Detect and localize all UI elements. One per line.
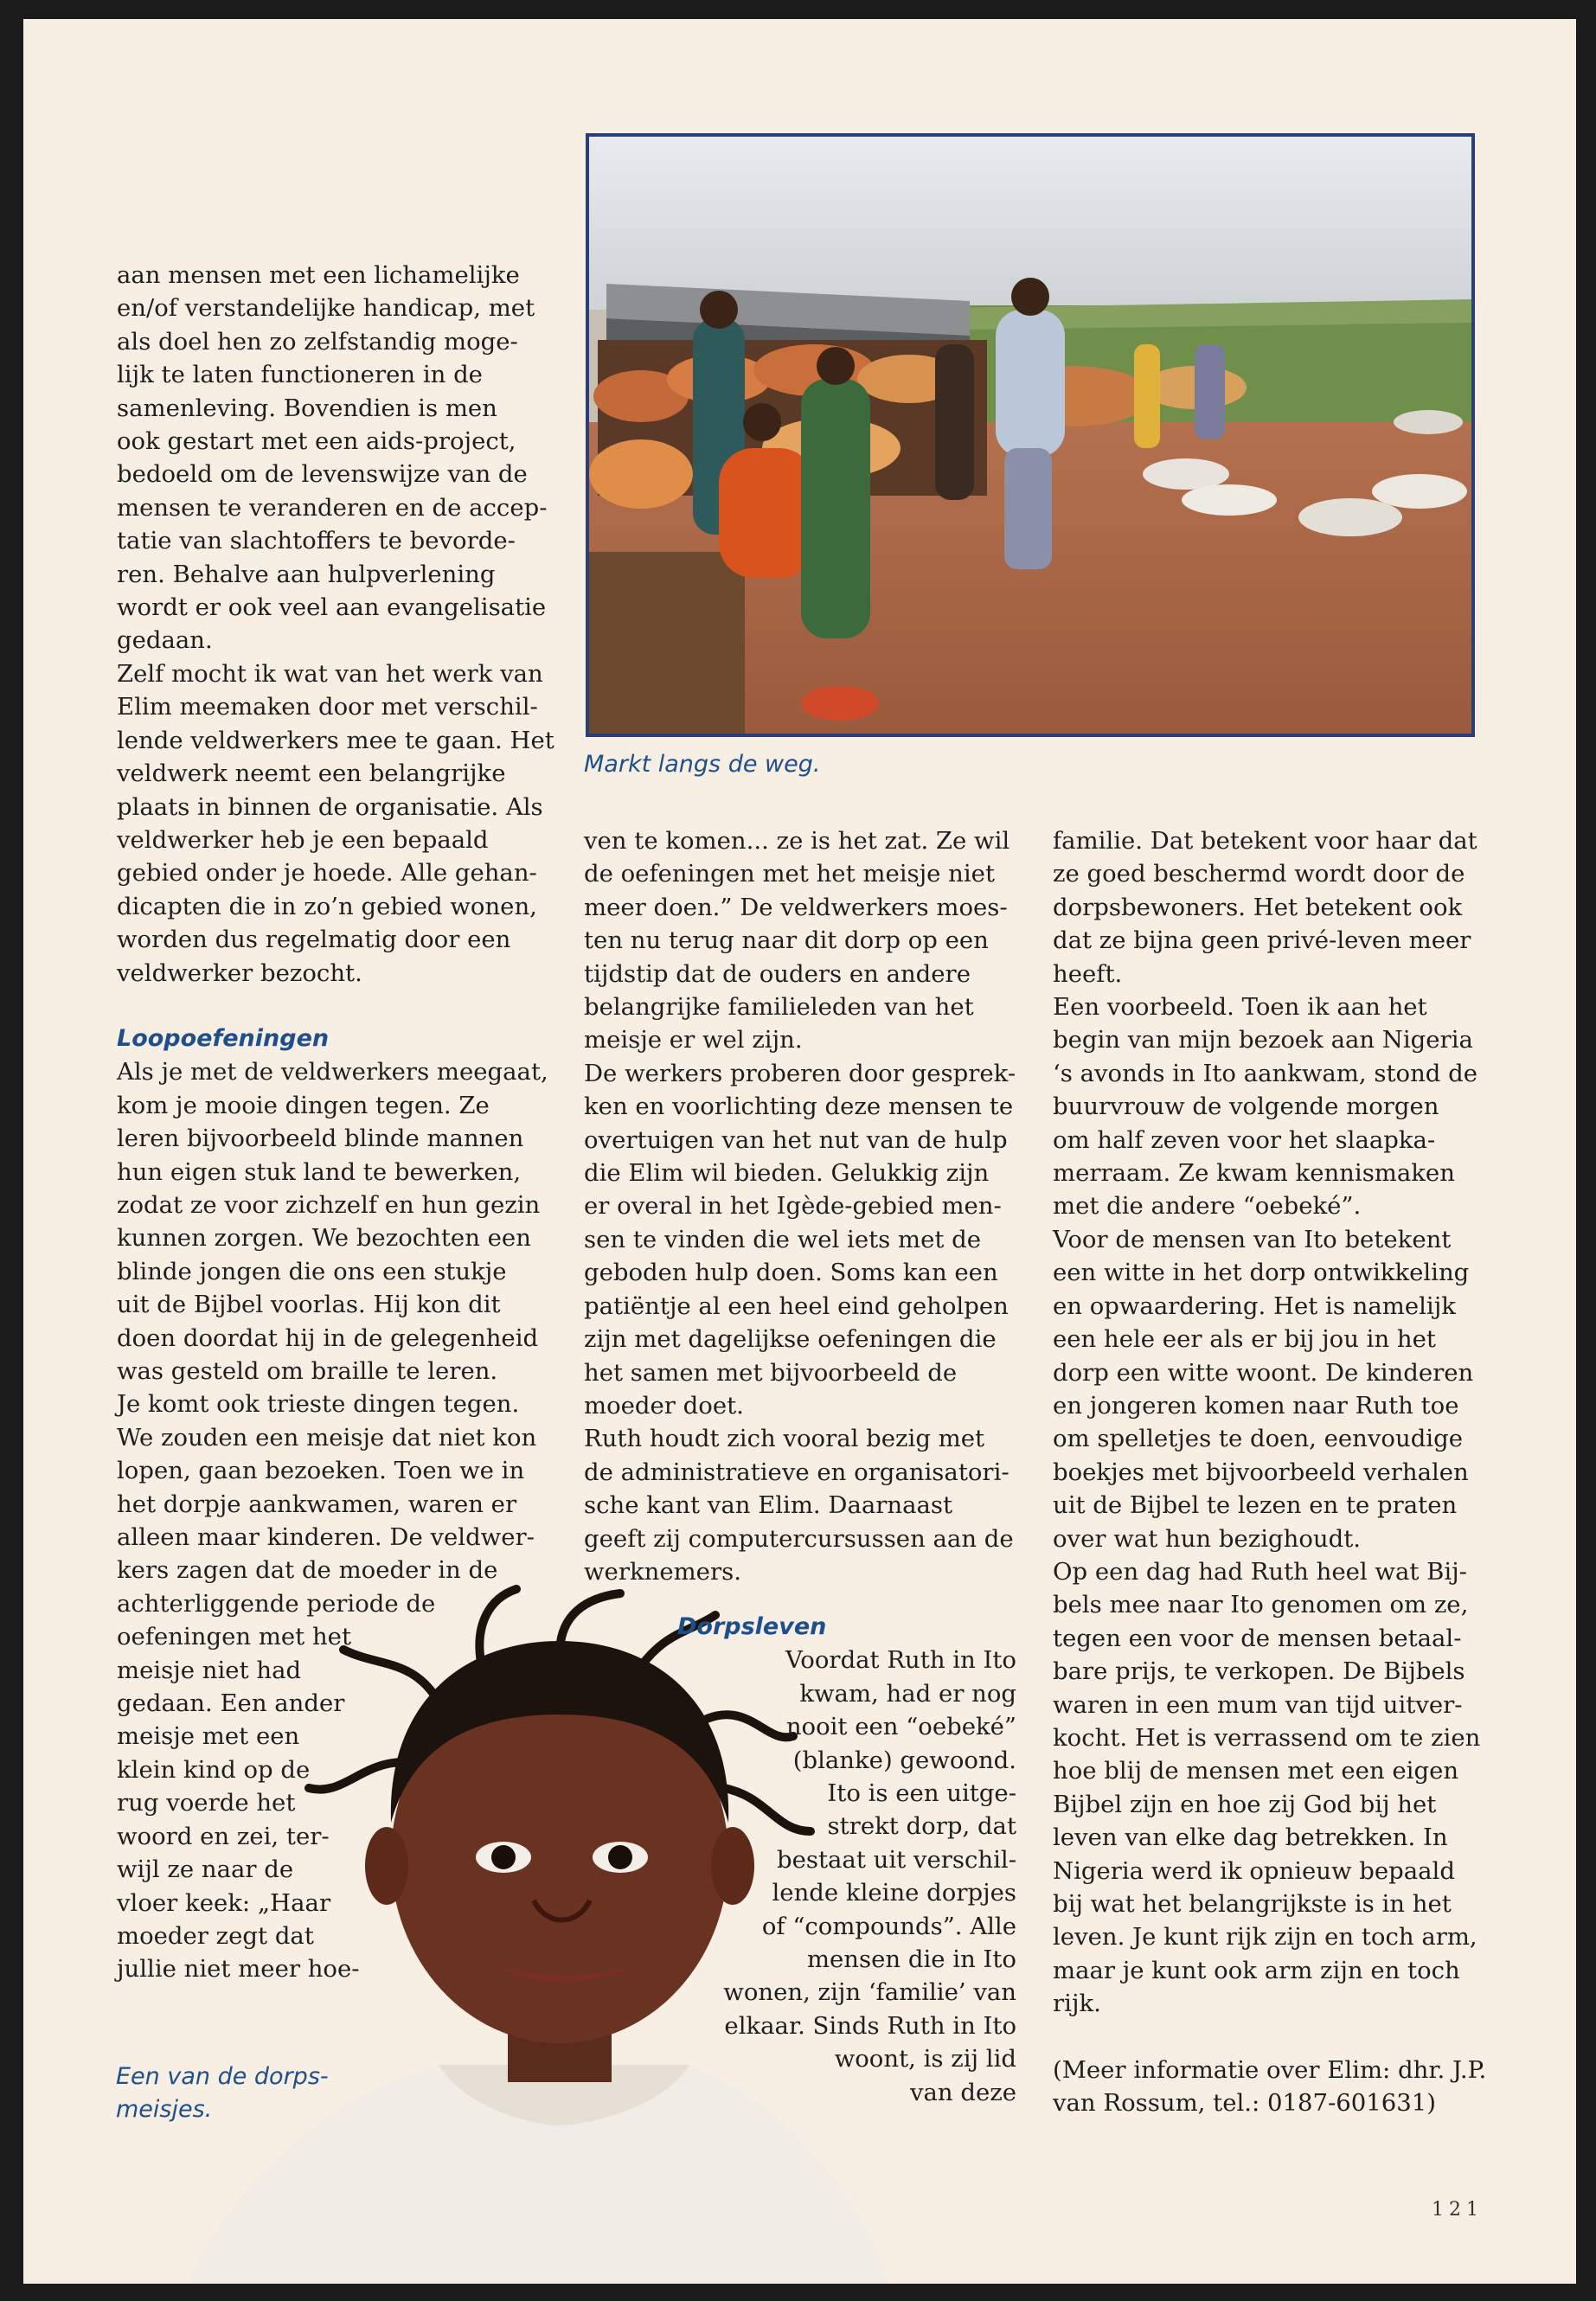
text-line: sche kant van Elim. Daarnaast (584, 1491, 953, 1520)
text-line: overtuigen van het nut van de hulp (584, 1125, 1008, 1154)
text-line: zodat ze voor zichzelf en hun gezin (117, 1190, 541, 1219)
text-line: het dorpje aankwamen, waren er (117, 1490, 517, 1518)
text-line: blinde jongen die ons een stukje (117, 1257, 507, 1285)
text-line: mensen die in Ito (806, 1945, 1016, 1974)
text-line: dicapten die in zo’n gebied wonen, (117, 892, 537, 920)
text-line: oefeningen met het (117, 1623, 352, 1651)
text-line: merraam. Ze kwam kennismaken (1053, 1159, 1455, 1188)
text-line: samenleving. Bovendien is men (117, 394, 497, 422)
text-line: wijl ze naar de (117, 1856, 294, 1884)
text-line: ren. Behalve aan hulpverlening (117, 560, 496, 588)
text-line: en/of verstandelijke handicap, met (117, 294, 535, 323)
text-line: worden dus regelmatig door een (117, 926, 511, 954)
text-line: en jongeren komen naar Ruth toe (1053, 1391, 1459, 1420)
text-line: als doel hen zo zelfstandig moge- (117, 327, 518, 356)
text-line: gedaan. (117, 626, 213, 655)
text-line: heeft. (1053, 959, 1123, 988)
text-line: nooit een “oebeké” (785, 1713, 1016, 1741)
text-line: aan mensen met een lichamelijke (117, 261, 520, 289)
text-line: ook gestart met een aids-project, (117, 427, 516, 456)
text-line: van deze (909, 2078, 1016, 2106)
text-line: elkaar. Sinds Ruth in Ito (724, 2011, 1016, 2040)
text-line: geeft zij computercursussen aan de (584, 1524, 1014, 1553)
text-line: de oefeningen met het meisje niet (584, 860, 996, 888)
col2-paragraph-3 (584, 1422, 1068, 1588)
text-line: lende veldwerkers mee te gaan. Het (117, 726, 554, 754)
text-line: jullie niet meer hoe- (117, 1955, 360, 1984)
contact-info (1053, 2054, 1546, 2120)
text-line: rijk. (1053, 1990, 1101, 2018)
text-line: Ito is een uitge- (827, 1779, 1016, 1808)
text-line: tatie van slachtoffers te bevorde- (117, 527, 516, 555)
text-line: meisje met een (117, 1722, 300, 1751)
text-line: kocht. Het is verrassend om te zien (1053, 1723, 1481, 1752)
text-line: lende kleine dorpjes (772, 1879, 1016, 1907)
text-line: was gesteld om braille te leren. (117, 1357, 498, 1385)
text-line: strekt dorp, dat (827, 1812, 1016, 1841)
text-line: (Meer informatie over Elim: dhr. J.P. (1053, 2055, 1487, 2084)
text-line: meisje niet had (117, 1656, 302, 1684)
text-line: ten nu terug naar dit dorp op een (584, 926, 989, 955)
text-line: een hele eer als er bij jou in het (1053, 1325, 1436, 1354)
text-line: leren bijvoorbeeld blinde mannen (117, 1125, 524, 1153)
text-line: kers zagen dat de moeder in de (117, 1556, 498, 1585)
text-line: over wat hun bezighoudt. (1053, 1524, 1361, 1553)
text-line: buurvrouw de volgende morgen (1053, 1093, 1439, 1121)
text-line: waren in een mum van tijd uitver- (1053, 1690, 1463, 1719)
text-line: (blanke) gewoond. (792, 1746, 1016, 1774)
text-line: of “compounds”. Alle (761, 1912, 1016, 1940)
text-line: lopen, gaan bezoeken. Toen we in (117, 1457, 525, 1485)
text-line: veldwerk neemt een belangrijke (117, 760, 506, 788)
text-line: het samen met bijvoorbeeld de (584, 1358, 958, 1387)
col1-paragraph-1 (117, 259, 601, 657)
portrait-caption-line: Een van de dorps- (116, 2063, 329, 2090)
text-line: belangrijke familieleden van het (584, 993, 974, 1022)
col3-paragraph-2 (1053, 990, 1546, 1223)
text-line: tegen een voor de mensen betaal- (1053, 1624, 1462, 1652)
market-scene-illustration (589, 137, 1471, 734)
text-line: leven van elke dag betrekken. In (1053, 1823, 1448, 1852)
text-line: Ruth houdt zich vooral bezig met (584, 1425, 985, 1453)
magazine-page (23, 19, 1576, 2284)
text-line: ven te komen... ze is het zat. Ze wil (584, 827, 1010, 855)
text-line: die Elim wil bieden. Gelukkig zijn (584, 1159, 990, 1188)
text-line: Je komt ook trieste dingen tegen. (117, 1390, 520, 1419)
text-line: dorp een witte woont. De kinderen (1053, 1358, 1474, 1387)
col2-paragraph-4 (629, 1644, 1016, 2109)
text-line: meer doen.” De veldwerkers moes- (584, 893, 1008, 921)
text-line: ken en voorlichting deze mensen te (584, 1093, 1014, 1121)
text-line: kunnen zorgen. We bezochten een (117, 1224, 531, 1253)
text-line: geboden hulp doen. Soms kan een (584, 1259, 998, 1287)
text-line: patiëntje al een heel eind geholpen (584, 1292, 1009, 1320)
text-line: Als je met de veldwerkers meegaat, (117, 1058, 548, 1086)
text-line: dorpsbewoners. Het betekent ook (1053, 893, 1463, 921)
col1-paragraph-4 (117, 1388, 601, 1985)
text-line: sen te vinden die wel iets met de (584, 1225, 982, 1253)
text-line: mensen te veranderen en de accep- (117, 493, 548, 522)
portrait-caption (116, 2061, 329, 2126)
text-line: familie. Dat betekent voor haar dat (1053, 827, 1477, 855)
column-2-dorpsleven (629, 1611, 1016, 2109)
text-line: lijk te laten functioneren in de (117, 361, 483, 389)
text-line: woord en zei, ter- (117, 1822, 330, 1850)
text-line: uit de Bijbel voorlas. Hij kon dit (117, 1291, 501, 1319)
photo-caption: Markt langs de weg. (584, 751, 821, 778)
text-line: wordt er ook veel aan evangelisatie (117, 593, 547, 622)
column-3 (1053, 824, 1546, 2119)
text-line: Zelf mocht ik wat van het werk van (117, 659, 543, 688)
text-line: zijn met dagelijkse oefeningen die (584, 1325, 997, 1354)
col1-paragraph-3 (117, 1055, 601, 1388)
text-line: bedoeld om de levenswijze van de (117, 460, 528, 489)
col2-paragraph-1 (584, 824, 1068, 1057)
text-line: werknemers. (584, 1557, 741, 1586)
text-line: begin van mijn bezoek aan Nigeria (1053, 1026, 1473, 1054)
text-line: wonen, zijn ‘familie’ van (723, 1978, 1016, 2007)
text-line: bij wat het belangrijkste is in het (1053, 1890, 1452, 1918)
page-number: 121 (1432, 2199, 1484, 2221)
text-line: maar je kunt ook arm zijn en toch (1053, 1956, 1460, 1984)
text-line: plaats in binnen de organisatie. Als (117, 792, 543, 821)
text-line: moeder zegt dat (117, 1921, 314, 1950)
text-line: alleen maar kinderen. De veldwer- (117, 1523, 535, 1552)
column-2 (584, 824, 1068, 1588)
col1-paragraph-2 (117, 657, 601, 990)
text-line: doen doordat hij in de gelegenheid (117, 1324, 539, 1352)
text-line: bestaat uit verschil- (777, 1845, 1016, 1874)
text-line: kom je mooie dingen tegen. Ze (117, 1091, 490, 1119)
text-line: ze goed beschermd wordt door de (1053, 860, 1465, 888)
col3-paragraph-1 (1053, 824, 1546, 990)
section-heading-loopoefeningen: Loopoefeningen (117, 1024, 330, 1052)
text-line: rug voerde het (117, 1789, 296, 1817)
text-line: de administratieve en organisatori- (584, 1458, 1010, 1486)
text-line: om half zeven voor het slaapka- (1053, 1125, 1436, 1154)
text-line: leven. Je kunt rijk zijn en toch arm, (1053, 1923, 1477, 1952)
text-line: De werkers proberen door gesprek- (584, 1059, 1016, 1087)
portrait-caption-line: meisjes. (116, 2096, 213, 2123)
text-line: ‘s avonds in Ito aankwam, stond de (1053, 1059, 1478, 1087)
col2-paragraph-2 (584, 1057, 1068, 1422)
text-line: met die andere “oebeké”. (1053, 1192, 1362, 1221)
text-line: om spelletjes te doen, eenvoudige (1053, 1425, 1463, 1453)
text-line: van Rossum, tel.: 0187-601631) (1053, 2089, 1436, 2118)
text-line: Op een dag had Ruth heel wat Bij- (1053, 1557, 1467, 1586)
text-line: Nigeria werd ik opnieuw bepaald (1053, 1856, 1455, 1885)
col3-paragraph-3 (1053, 1223, 1546, 1555)
text-line: We zouden een meisje dat niet kon (117, 1423, 537, 1452)
text-line: bare prijs, te verkopen. De Bijbels (1053, 1657, 1465, 1686)
col3-paragraph-4 (1053, 1555, 1546, 2021)
text-line: gedaan. Een ander (117, 1689, 345, 1718)
text-line: hun eigen stuk land te bewerken, (117, 1157, 522, 1186)
text-line: veldwerker bezocht. (117, 958, 362, 987)
text-line: Bijbel zijn en hoe zij God bij het (1053, 1790, 1437, 1818)
section-heading-dorpsleven: Dorpsleven (677, 1613, 827, 1640)
text-line: meisje er wel zijn. (584, 1026, 803, 1054)
text-line: tijdstip dat de ouders en andere (584, 959, 971, 988)
text-line: er overal in het Igède-gebied men- (584, 1192, 1002, 1221)
market-photo (586, 133, 1475, 737)
text-line: achterliggende periode de (117, 1589, 436, 1618)
text-line: bels mee naar Ito genomen om ze, (1053, 1591, 1469, 1619)
text-line: Voordat Ruth in Ito (785, 1646, 1016, 1675)
text-line: uit de Bijbel te lezen en te praten (1053, 1491, 1458, 1520)
text-line: moeder doet. (584, 1391, 744, 1420)
text-line: Elim meemaken door met verschil- (117, 693, 538, 721)
text-line: woont, is zij lid (834, 2045, 1016, 2073)
text-line: dat ze bijna geen privé-leven meer (1053, 926, 1471, 955)
text-line: veldwerker heb je een bepaald (117, 825, 489, 854)
text-line: Een voorbeeld. Toen ik aan het (1053, 993, 1427, 1022)
text-line: een witte in het dorp ontwikkeling (1053, 1259, 1470, 1287)
column-1 (117, 259, 601, 1986)
text-line: kwam, had er nog (799, 1679, 1016, 1708)
text-line: vloer keek: „Haar (117, 1888, 331, 1917)
text-line: hoe blij de mensen met een eigen (1053, 1757, 1459, 1785)
text-line: en opwaardering. Het is namelijk (1053, 1292, 1456, 1320)
text-line: Voor de mensen van Ito betekent (1053, 1225, 1452, 1253)
text-line: klein kind op de (117, 1755, 311, 1784)
text-line: boekjes met bijvoorbeeld verhalen (1053, 1458, 1469, 1486)
text-line: gebied onder je hoede. Alle gehan- (117, 859, 537, 888)
